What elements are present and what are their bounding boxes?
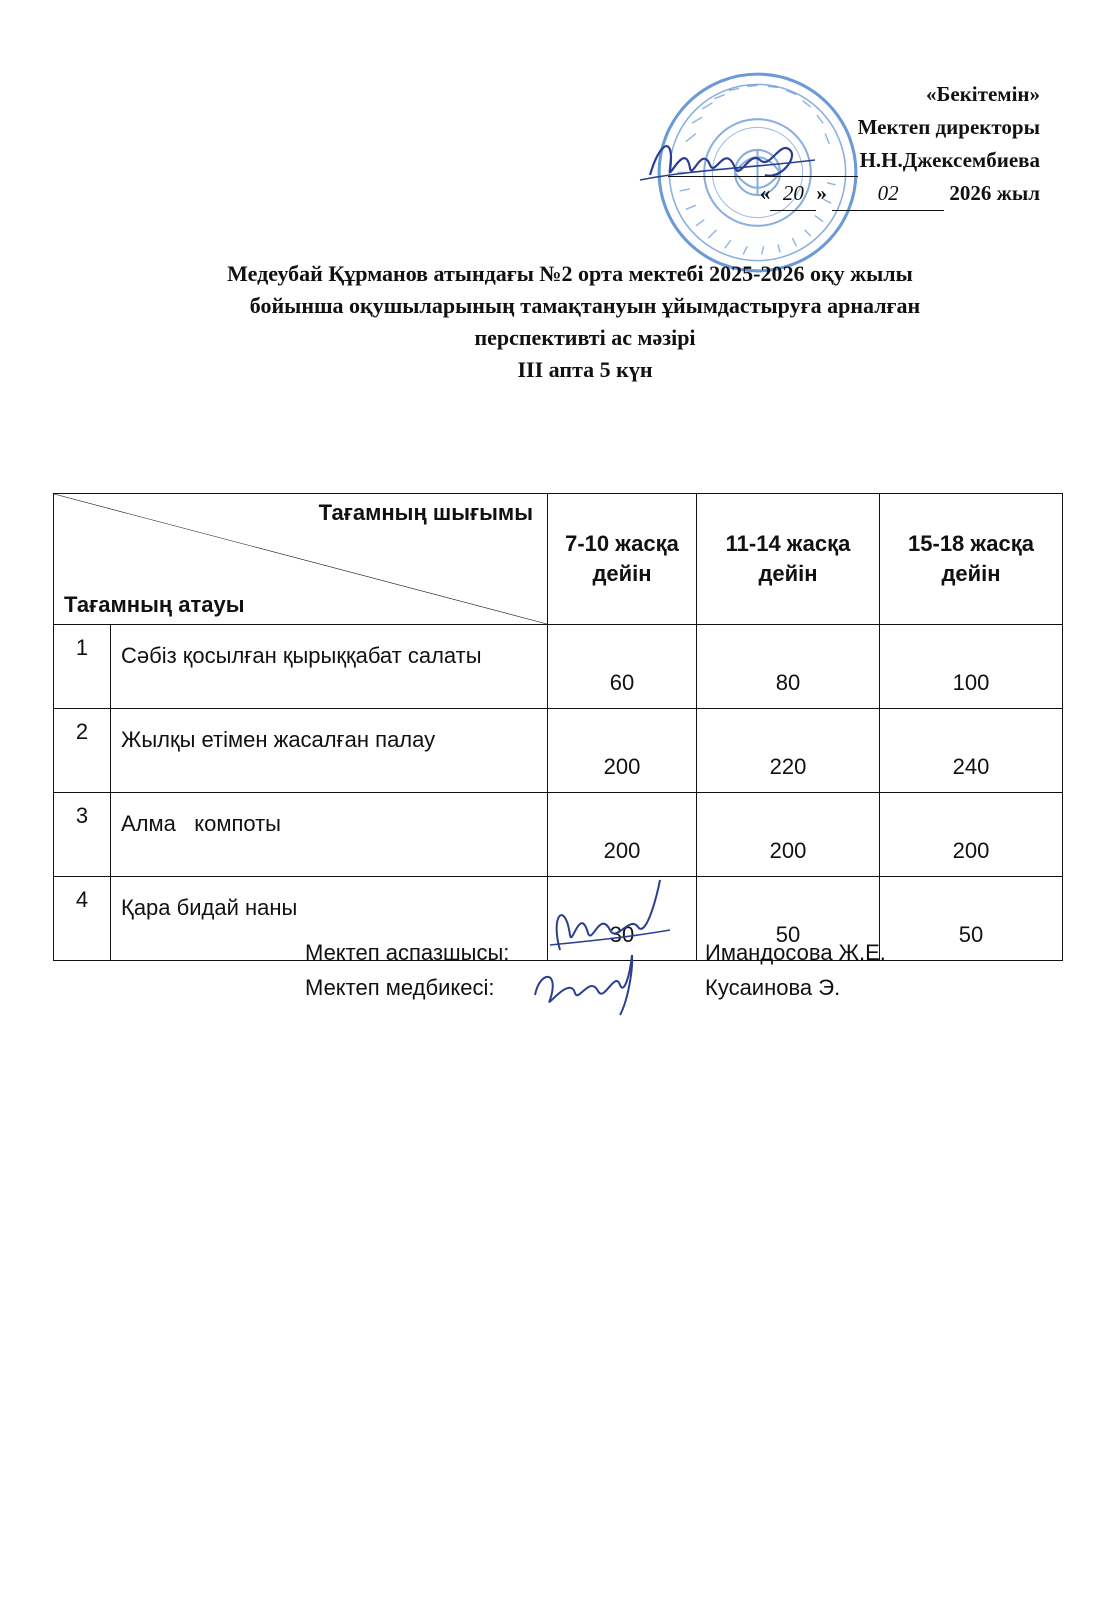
signature-underline (668, 154, 858, 177)
approval-date-day: 20 (770, 177, 816, 211)
approval-name: Н.Н.Джексембиева (859, 148, 1040, 172)
document-title (150, 258, 1020, 386)
table-row (54, 709, 1063, 793)
title-line-4: ІІІ апта 5 күн (517, 357, 653, 382)
portion-15-18: 50 (880, 877, 1063, 961)
portion-7-10: 200 (548, 709, 697, 793)
row-number: 4 (54, 877, 111, 961)
table-header-row (54, 494, 1063, 625)
signer-name: Кусаинова Э. (705, 975, 841, 1000)
row-number: 2 (54, 709, 111, 793)
approval-name-line (668, 144, 1040, 177)
portion-15-18: 100 (880, 625, 1063, 709)
row-number: 1 (54, 625, 111, 709)
header-dish-name: Тағамның атауы (64, 592, 245, 617)
approval-date-year: 2026 жыл (949, 181, 1040, 205)
portion-11-14: 80 (697, 625, 880, 709)
approval-heading: «Бекітемін» (925, 82, 1040, 106)
approval-date: « 20 » 02 2026 жыл (668, 177, 1040, 211)
dish-name: Алма компоты (111, 793, 548, 877)
table-row (54, 793, 1063, 877)
staff-signatures (520, 875, 670, 1025)
dish-name: Сәбіз қосылған қырыққабат салаты (111, 625, 548, 709)
portion-7-10: 60 (548, 625, 697, 709)
title-line-1: Медеубай Құрманов атындағы №2 орта мектебі 2025-2026 оқу жылы (227, 261, 913, 286)
header-age-15-18: 15-18 жасқа дейін (880, 494, 1063, 625)
diagonal-header-cell (54, 494, 548, 625)
approval-position: Мектеп директоры (857, 115, 1040, 139)
title-line-2: бойынша оқушыларының тамақтануын ұйымдастыруға арналған (249, 293, 921, 318)
dish-name: Жылқы етімен жасалған палау (111, 709, 548, 793)
portion-11-14: 220 (697, 709, 880, 793)
portion-15-18: 240 (880, 709, 1063, 793)
dish-name: Қара бидай наны (111, 877, 548, 961)
signer-name: Имандосова Ж.Е. (705, 940, 886, 965)
title-line-3: перспективті ас мәзірі (474, 325, 696, 350)
approval-date-month: 02 (832, 177, 944, 211)
portion-11-14: 50 (697, 877, 880, 961)
portion-7-10: 30 (548, 877, 697, 961)
table-row (54, 625, 1063, 709)
signer-role: Мектеп медбикесі: (305, 975, 495, 1000)
approval-block (668, 78, 1040, 211)
row-number: 3 (54, 793, 111, 877)
portion-15-18: 200 (880, 793, 1063, 877)
portion-11-14: 200 (697, 793, 880, 877)
signer-role: Мектеп аспазшысы: (305, 940, 510, 965)
header-age-11-14: 11-14 жасқа дейін (697, 494, 880, 625)
header-age-7-10: 7-10 жасқа дейін (548, 494, 697, 625)
portion-7-10: 200 (548, 793, 697, 877)
header-output: Тағамның шығымы (318, 500, 533, 525)
